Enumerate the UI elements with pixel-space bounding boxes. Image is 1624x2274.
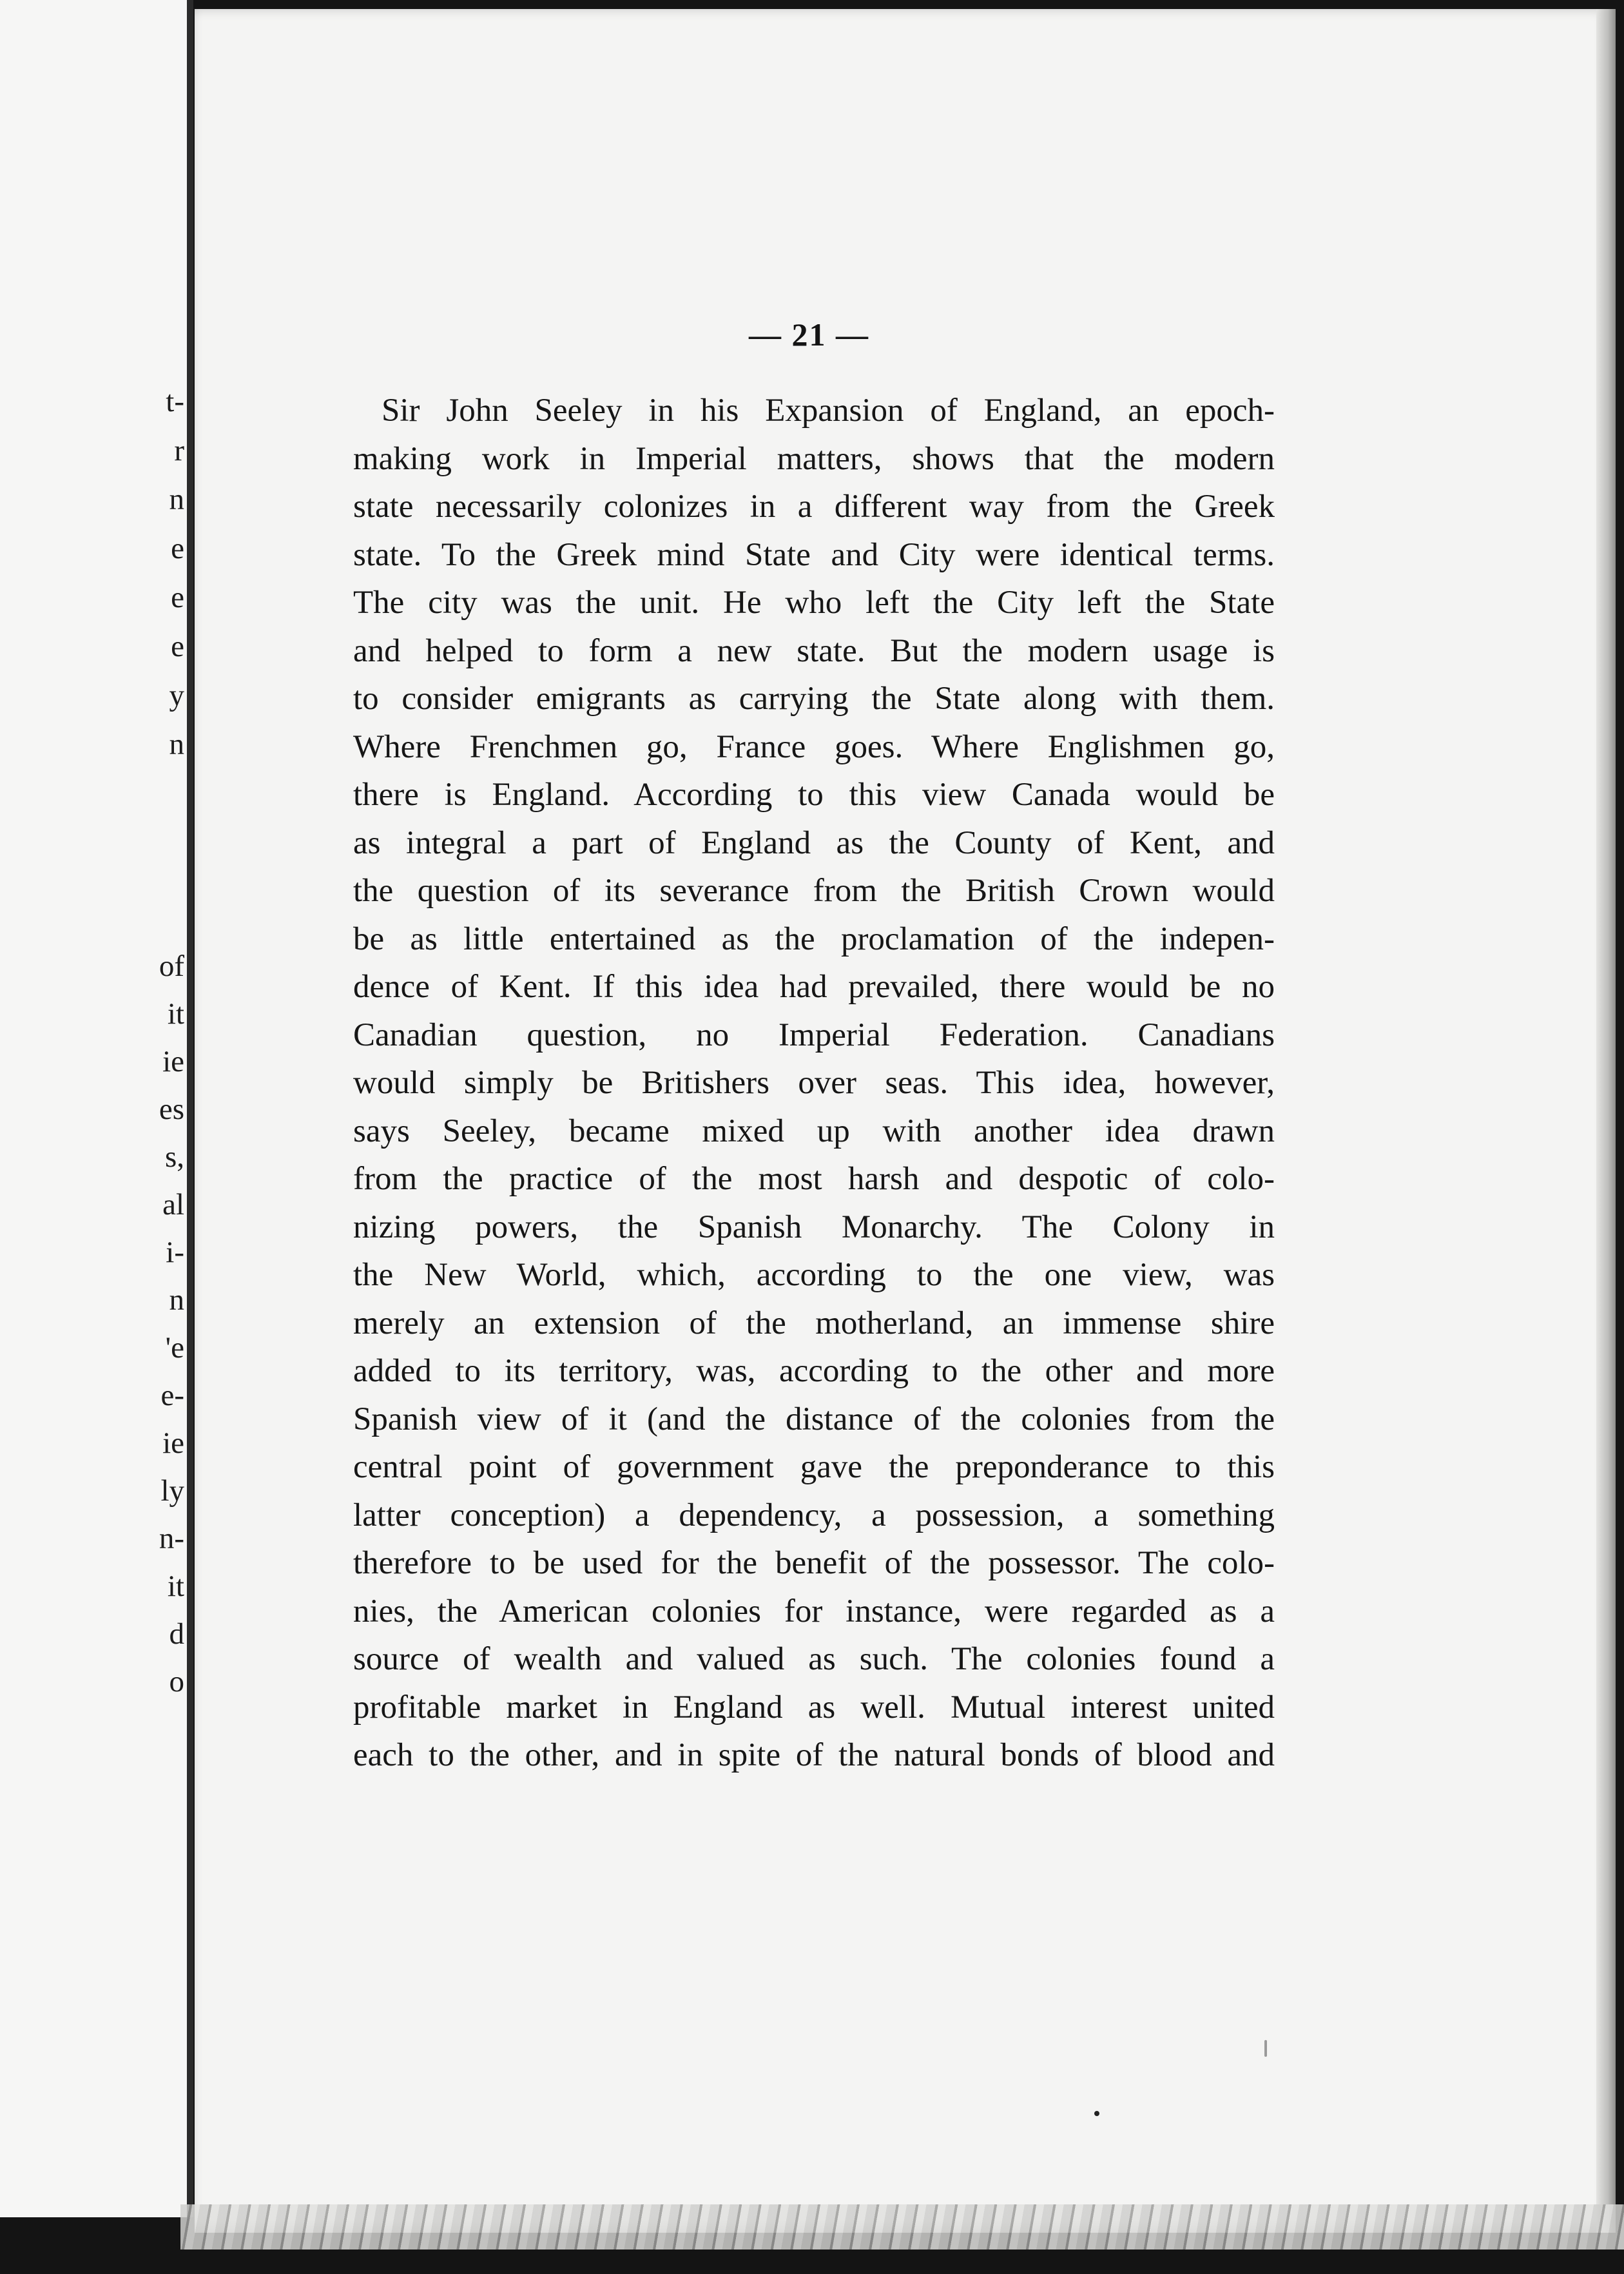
text-line: as integral a part of England as the County of Kent, and [353, 824, 1275, 861]
text-line: be as little entertained as the proclamation of the indepen- [353, 920, 1275, 957]
page-fore-edge [1596, 9, 1616, 2233]
margin-fragment: n [169, 1283, 184, 1317]
margin-fragment: i- [166, 1236, 184, 1269]
text-line: added to its territory, was, according to the other and more [353, 1353, 1275, 1389]
margin-fragment: d [169, 1617, 184, 1651]
text-line: dence of Kent. If this idea had prevailed, there would be no [353, 969, 1275, 1005]
margin-fragment: e- [160, 1379, 184, 1412]
page-bottom-edge [180, 2204, 1624, 2250]
margin-fragment: n [169, 728, 184, 761]
body-paragraph [353, 387, 1275, 1780]
text-line: Canadian question, no Imperial Federation. Canadians [353, 1016, 1275, 1053]
text-line: The city was the unit. He who left the City left the State [353, 585, 1275, 621]
margin-fragment: r [174, 434, 184, 467]
margin-fragment: o [169, 1665, 184, 1698]
text-line: central point of government gave the preponderance to this [353, 1449, 1275, 1485]
margin-fragment: n- [159, 1522, 184, 1555]
text-line: Sir John Seeley in his Expansion of England, an epoch- [382, 393, 1275, 429]
paper-speck [1094, 2111, 1099, 2116]
margin-fragment: ie [162, 1426, 184, 1460]
left-page-edge [0, 0, 193, 2217]
margin-fragment: ie [162, 1045, 184, 1078]
text-line: merely an extension of the motherland, an immense shire [353, 1305, 1275, 1341]
margin-fragment: of [159, 949, 184, 983]
text-line: from the practice of the most harsh and despotic of colo- [353, 1161, 1275, 1197]
margin-fragment: ly [160, 1474, 184, 1508]
text-line: the New World, which, according to the one view, was [353, 1257, 1275, 1293]
text-line: profitable market in England as well. Mutual interest united [353, 1689, 1275, 1725]
margin-fragment: y [169, 679, 184, 712]
margin-fragment: al [162, 1188, 184, 1221]
text-line: therefore to be used for the benefit of the possessor. The colo- [353, 1545, 1275, 1581]
text-line: Where Frenchmen go, France goes. Where Englishmen go, [353, 728, 1275, 765]
margin-fragment: s, [164, 1140, 184, 1174]
margin-fragment: it [167, 1569, 184, 1603]
margin-fragment: t- [166, 385, 184, 418]
margin-fragment: it [167, 997, 184, 1031]
margin-fragment: es [159, 1093, 184, 1126]
text-line: nies, the American colonies for instance, were regarded as a [353, 1593, 1275, 1629]
text-line: Spanish view of it (and the distance of the colonies from the [353, 1401, 1275, 1437]
text-line: says Seeley, became mixed up with another idea drawn [353, 1113, 1275, 1149]
text-line: and helped to form a new state. But the modern usage is [353, 632, 1275, 669]
text-line: each to the other, and in spite of the natural bonds of blood and [353, 1737, 1275, 1773]
margin-fragment: e [171, 532, 184, 565]
text-line: the question of its severance from the British Crown would [353, 873, 1275, 909]
text-line: state necessarily colonizes in a different way from the Greek [353, 489, 1275, 525]
text-line: state. To the Greek mind State and City were identical terms. [353, 536, 1275, 573]
paper-speck [1264, 2040, 1267, 2057]
margin-fragment: e [171, 581, 184, 614]
text-line: source of wealth and valued as such. The colonies found a [353, 1641, 1275, 1677]
text-line: nizing powers, the Spanish Monarchy. The Colony in [353, 1209, 1275, 1245]
text-line: making work in Imperial matters, shows that the modern [353, 440, 1275, 477]
margin-fragment: e [171, 630, 184, 663]
text-line: there is England. According to this view Canada would be [353, 777, 1275, 813]
text-line: would simply be Britishers over seas. This idea, however, [353, 1065, 1275, 1101]
margin-fragment: 'e [165, 1331, 184, 1365]
page-number: — 21 — [749, 316, 869, 353]
margin-fragment: n [169, 483, 184, 516]
text-line: latter conception) a dependency, a possession, a something [353, 1497, 1275, 1533]
text-line: to consider emigrants as carrying the State along with them. [353, 681, 1275, 717]
